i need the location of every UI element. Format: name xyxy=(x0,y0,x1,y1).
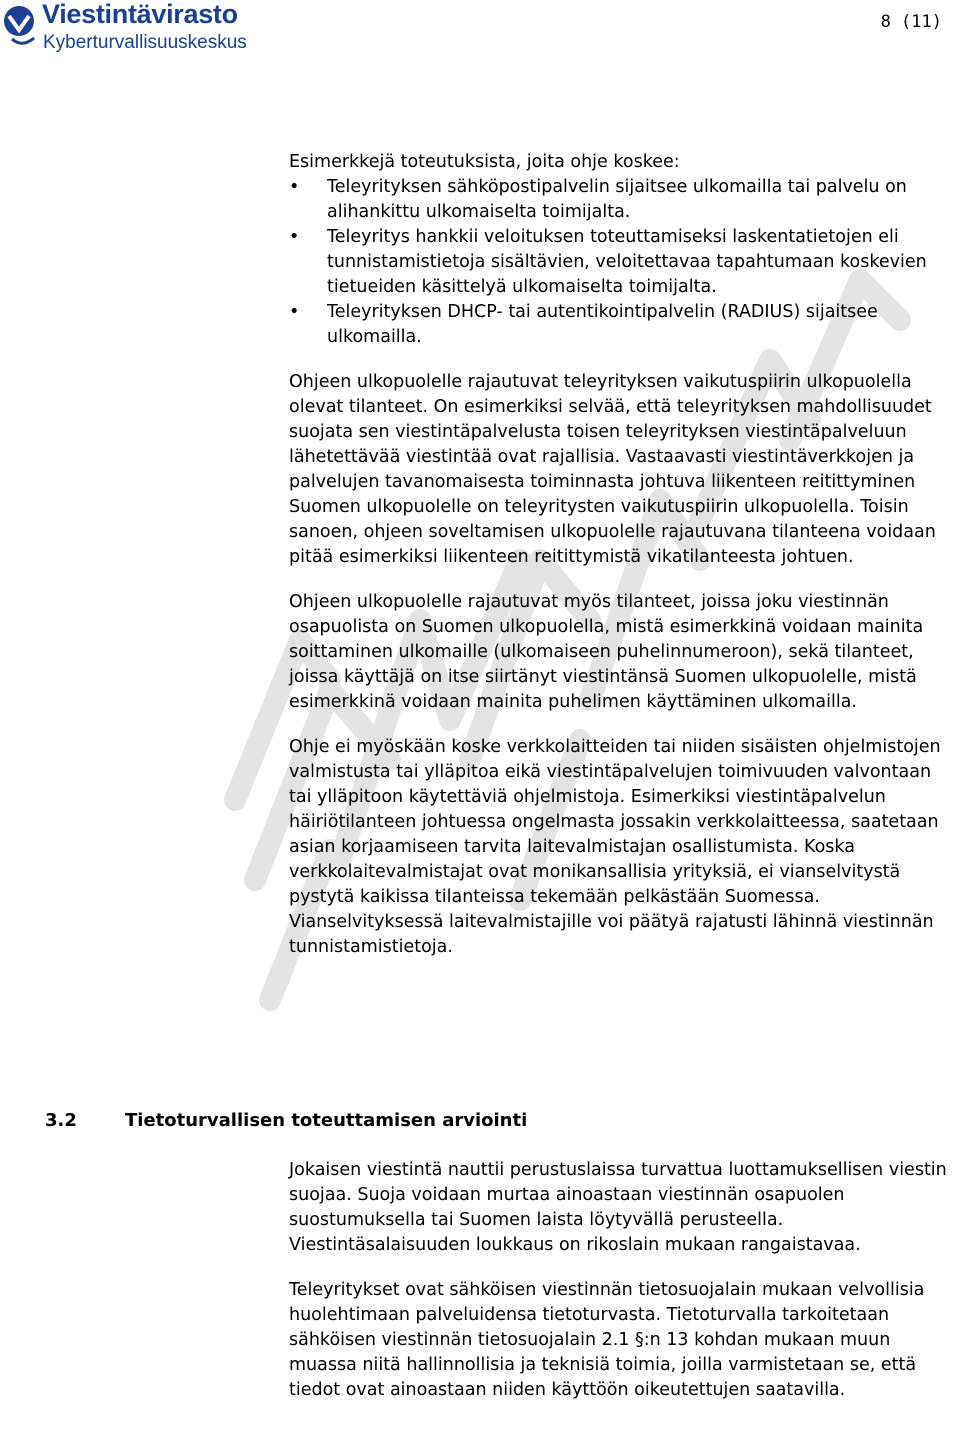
bullet-icon: • xyxy=(289,227,300,247)
page-number: 8 (11) xyxy=(880,12,942,32)
intro-text: Esimerkkejä toteutuksista, joita ohje koskee: xyxy=(289,152,680,172)
section-number: 3.2 xyxy=(45,1110,77,1131)
list-item-text: Teleyritys hankkii veloituksen toteuttamiseksi laskentatietojen eli tunnistamistietoja sisältävien, veloitettavaa tapahtumaan koskevien tietueiden käsittelyä ulkomaiselta toimijalta. xyxy=(327,227,927,297)
section-body xyxy=(289,1158,959,1423)
body-paragraph: Ohjeen ulkopuolelle rajautuvat myös tilanteet, joissa joku viestinnän osapuolista on Suomen ulkopuolella, mistä esimerkkinä voidaan mainita soittaminen ulkomaille (ulkomaiseen puhelinnumeroon), sekä tilanteet, joissa käyttäjä on itse siirtänyt viestintänsä Suomen ulkopuolelle, mistä esimerkkinä voidaan mainita puhelimen käyttäminen ulkomailla. xyxy=(289,592,924,712)
section-heading xyxy=(45,1110,527,1131)
bullet-icon: • xyxy=(289,302,300,322)
body-paragraph: Ohje ei myöskään koske verkkolaitteiden tai niiden sisäisten ohjelmistojen valmistusta tai ylläpitoa eikä viestintäpalvelujen toimivuuden valvontaan tai ylläpitoon käytettäviä ohjelmistoja. Esimerkiksi viestintäpalvelun häiriötilanteen johtuessa ongelmasta jossakin verkkolaitteessa, saatetaan asian korjaamiseen tarvita laitevalmistajan osallistumista. Koska verkkolaitevalmistajat ovat monikansallisia yrityksiä, ei vianselvitystä pystytä kaikissa tilanteissa tekemään pelkästään Suomessa. Vianselvityksessä laitevalmistajille voi päätyä rajatusti lähinnä viestinnän tunnistamistietoja. xyxy=(289,737,941,957)
list-item-text: Teleyrityksen sähköpostipalvelin sijaitsee ulkomailla tai palvelu on alihankittu ulkomaiselta toimijalta. xyxy=(327,177,907,222)
document-body xyxy=(289,150,959,960)
agency-logo xyxy=(0,0,290,60)
body-paragraph: Ohjeen ulkopuolelle rajautuvat teleyrityksen vaikutuspiirin ulkopuolella olevat tilanteet. On esimerkiksi selvää, että teleyrityksen mahdollisuudet suojata sen viestintäpalvelusta toisen teleyrityksen viestintäpalveluun lähetettävää viestintää ovat rajallisia. Vastaavasti viestintäverkkojen ja palvelujen tavanomaisesta toiminnasta johtuva liikenteen reitittyminen Suomen ulkopuolelle on teleyritysten vaikutuspiirin ulkopuolella. Toisin sanoen, ohjeen soveltamisen ulkopuolelle rajautuvana tilanteena voidaan pitää esimerkiksi liikenteen reitittymistä vikatilanteesta johtuen. xyxy=(289,372,936,567)
bullet-icon: • xyxy=(289,177,300,197)
list-item-text: Teleyrityksen DHCP- tai autentikointipalvelin (RADIUS) sijaitsee ulkomailla. xyxy=(327,302,878,347)
list-item xyxy=(289,175,959,225)
example-list xyxy=(289,175,959,350)
list-item xyxy=(289,225,959,300)
section-title: Tietoturvallisen toteuttamisen arviointi xyxy=(125,1110,528,1131)
list-item xyxy=(289,300,959,350)
section-paragraph: Teleyritykset ovat sähköisen viestinnän tietosuojalain mukaan velvollisia huolehtimaan palveluidensa tietoturvasta. Tietoturvalla tarkoitetaan sähköisen viestinnän tietosuojalain 2.1 §:n 13 kohdan mukaan muun muassa niitä hallinnollisia ja teknisiä toimia, joilla varmistetaan se, että tiedot ovat ainoastaan niiden käyttöön oikeutettujen saatavilla. xyxy=(289,1280,925,1400)
logo-subtitle: Kyberturvallisuuskeskus xyxy=(43,32,247,53)
section-paragraph: Jokaisen viestintä nauttii perustuslaissa turvattua luottamuksellisen viestin suojaa. Suoja voidaan murtaa ainoastaan viestinnän osapuolen suostumuksella tai Suomen laista löytyvällä perusteella. Viestintäsalaisuuden loukkaus on rikoslain mukaan rangaistavaa. xyxy=(289,1160,947,1255)
logo-emblem-icon xyxy=(2,4,42,50)
logo-title: Viestintävirasto xyxy=(42,0,238,29)
